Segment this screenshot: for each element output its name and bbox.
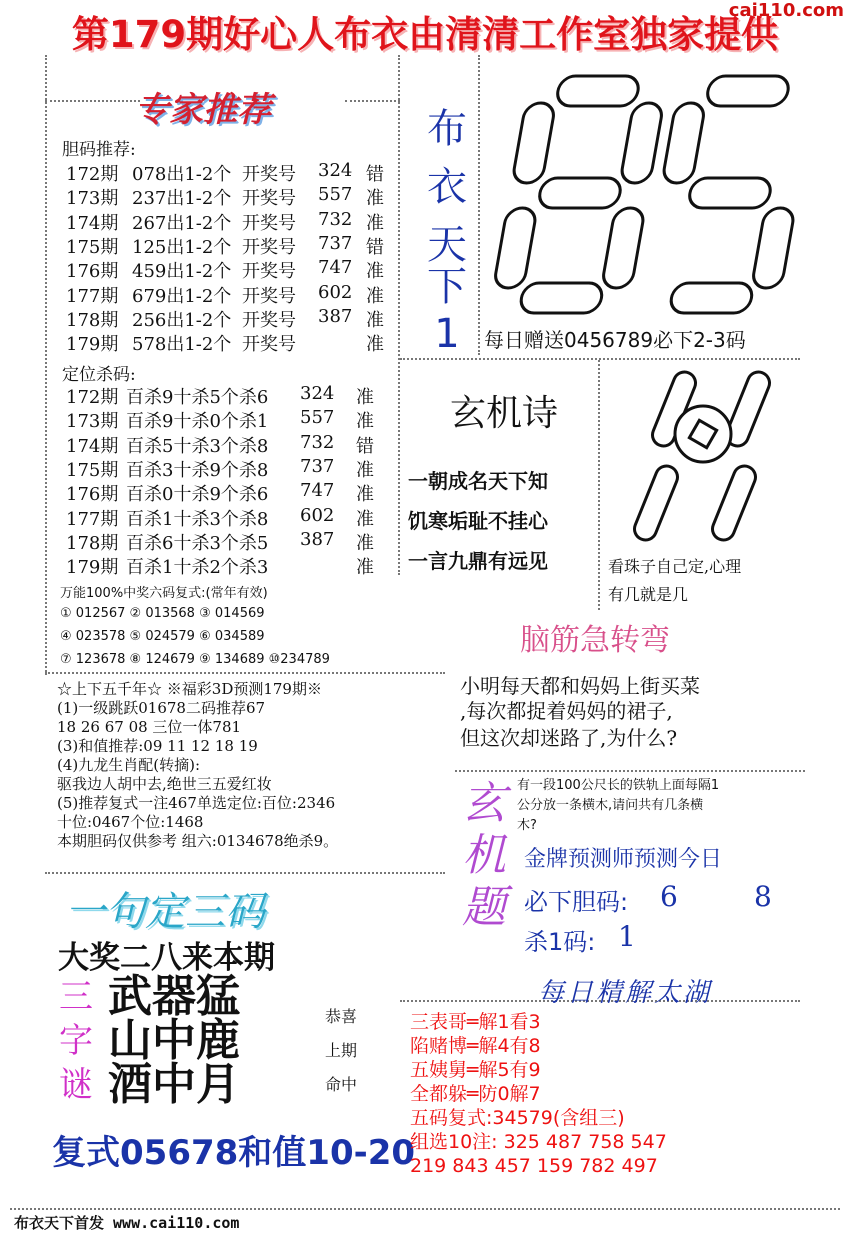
fc3d-line: 驱我边人胡中去,绝世三五爱红妆 — [57, 775, 272, 793]
taihu-lines — [410, 1010, 667, 1178]
dan-lbl: 开奖号 — [242, 334, 296, 356]
dan-res: 准 — [366, 285, 384, 307]
dan-res: 准 — [366, 334, 384, 356]
kill-issue: 174期 — [66, 435, 119, 457]
coin-caption: 看珠子自己定,心理 — [608, 557, 742, 576]
kill-issue: 178期 — [66, 532, 119, 554]
fc3d-line: ☆上下五千年☆ ※福彩3D预测179期※ — [57, 680, 322, 698]
puzzle-title-char: 玄 — [462, 778, 506, 829]
fc3d-line: 18 26 67 08 三位一体781 — [57, 718, 242, 736]
puzzle-line: 木? — [517, 818, 537, 833]
dan-res: 准 — [366, 309, 384, 331]
buyi-char: 1 — [434, 311, 460, 357]
kill-one-value: 1 — [618, 920, 636, 953]
kill-issue: 175期 — [66, 459, 119, 481]
divider — [45, 872, 445, 874]
kill-label: 定位杀码: — [62, 365, 136, 385]
taihu-title: 每日精解太湖 — [538, 978, 713, 1008]
dan-issue: 176期 — [66, 261, 119, 283]
fc3d-line: 本期胆码仅供参考 组六:0134678绝杀9。 — [57, 832, 339, 850]
divider — [598, 360, 600, 610]
taihu-line: 陷赌博═解4有8 — [410, 1035, 541, 1057]
sentence-big: 大奖二八来本期 — [58, 940, 275, 976]
fc3d-line: (3)和值推荐:09 11 12 18 19 — [57, 737, 258, 755]
taihu-group: 219 843 457 159 782 497 — [410, 1155, 658, 1177]
taihu-line: 五姨舅═解5有9 — [410, 1059, 541, 1081]
kill-pick: 百杀3十杀9个杀8 — [126, 459, 269, 481]
footer-text: 布衣天下首发 www.cai110.com — [14, 1214, 240, 1232]
kill-res: 准 — [356, 484, 374, 506]
riddle-word: 武器猛 — [108, 971, 240, 1022]
kill-num: 747 — [300, 480, 335, 502]
dan-lbl: 开奖号 — [242, 188, 296, 210]
fushi-line: 复式05678和值10-20 — [52, 1133, 416, 1173]
kill-res: 准 — [356, 459, 374, 481]
must-b: 8 — [754, 880, 772, 913]
divider — [455, 770, 805, 772]
puzzle-vertical-title — [455, 778, 513, 934]
kill-pick: 百杀1十杀2个杀3 — [126, 557, 269, 579]
kill-res: 准 — [356, 557, 374, 579]
riddle-text: 小明每天都和妈妈上街买菜 — [460, 674, 700, 698]
big-digits-85 — [482, 68, 802, 328]
dan-issue: 178期 — [66, 309, 119, 331]
kill-res: 错 — [356, 435, 374, 457]
riddle-text: 但这次却迷路了,为什么? — [460, 726, 678, 750]
taihu-line: 全都躲═防0解7 — [410, 1083, 541, 1105]
riddle-text: ,每次都捉着妈妈的裙子, — [460, 699, 673, 723]
combo-line: ④ 023578 ⑤ 024579 ⑥ 034589 — [60, 629, 265, 644]
kill-pick: 百杀9十杀5个杀6 — [126, 387, 269, 408]
dan-issue: 175期 — [66, 236, 119, 258]
left-divider — [45, 55, 47, 675]
daily-gift: 每日赠送0456789必下2-3码 — [484, 328, 746, 352]
fc3d-line: (4)九龙生肖配(转摘): — [57, 756, 201, 774]
dan-pick: 267出1-2个 — [132, 212, 232, 234]
coin-beads-graphic — [605, 362, 805, 552]
dan-res: 准 — [366, 188, 384, 210]
divider — [45, 672, 445, 674]
side-char: 字 — [59, 1021, 93, 1061]
fc3d-block — [57, 680, 338, 851]
dan-pick: 578出1-2个 — [132, 334, 232, 356]
dan-lbl: 开奖号 — [242, 236, 296, 258]
puzzle-line: 有一段100公尺长的铁轨上面每隔1 — [517, 778, 720, 793]
kill-res: 准 — [356, 532, 374, 554]
riddle-title: 脑筋急转弯 — [520, 623, 670, 658]
puzzle-title-char: 机 — [462, 830, 506, 881]
dan-lbl: 开奖号 — [242, 164, 296, 185]
kill-num: 557 — [300, 407, 335, 429]
dan-num: 732 — [318, 208, 353, 230]
combo-line: ① 012567 ② 013568 ③ 014569 — [60, 606, 265, 621]
kill-pick: 百杀9十杀0个杀1 — [126, 411, 269, 433]
dan-issue: 177期 — [66, 285, 119, 307]
dan-lbl: 开奖号 — [242, 309, 296, 331]
kill-num: 737 — [300, 455, 335, 477]
puzzle-title-char: 题 — [462, 882, 506, 933]
kill-num: 324 — [300, 383, 335, 404]
kill-res: 准 — [356, 508, 374, 530]
kill-issue: 173期 — [66, 411, 119, 433]
side-char: 谜 — [59, 1065, 93, 1105]
fc3d-line: 十位:0467个位:1468 — [57, 813, 204, 831]
dan-pick: 078出1-2个 — [132, 164, 232, 185]
expert-title: 专家推荐 — [135, 90, 271, 130]
dan-lbl: 开奖号 — [242, 261, 296, 283]
kill-pick: 百杀1十杀3个杀8 — [126, 508, 269, 530]
coin-caption: 有几就是几 — [608, 585, 689, 604]
divider — [398, 55, 400, 575]
divider — [10, 1208, 840, 1210]
kill-res: 准 — [356, 411, 374, 433]
combo-line: ⑦ 123678 ⑧ 124679 ⑨ 134689 ⑩234789 — [60, 652, 330, 667]
poem-line: 一朝成名天下知 — [408, 469, 548, 493]
must-a: 6 — [660, 880, 678, 913]
divider — [345, 100, 400, 102]
riddle-word: 山中鹿 — [108, 1015, 240, 1066]
dan-lbl: 开奖号 — [242, 212, 296, 234]
kill-num: 387 — [300, 528, 335, 550]
dan-num: 737 — [318, 232, 353, 254]
dan-pick: 237出1-2个 — [132, 188, 232, 210]
kill-num: 602 — [300, 504, 335, 526]
dan-num: 747 — [318, 257, 353, 279]
dan-res: 准 — [366, 212, 384, 234]
divider — [478, 55, 480, 355]
site-url[interactable]: cai110.com — [728, 0, 844, 21]
taihu-line: 三表哥═解1看3 — [410, 1011, 541, 1033]
riddle-word: 酒中月 — [108, 1059, 240, 1110]
dan-lbl: 开奖号 — [242, 285, 296, 307]
dan-pick: 125出1-2个 — [132, 236, 232, 258]
gold-title: 金牌预测师预测今日 — [524, 847, 723, 872]
taihu-five: 五码复式:34579(含组三) — [410, 1107, 625, 1129]
dan-issue: 172期 — [66, 164, 119, 185]
fc3d-line: (5)推荐复式一注467单选定位:百位:2346 — [57, 794, 336, 812]
riddle-words — [108, 971, 240, 1110]
dan-pick: 679出1-2个 — [132, 285, 232, 307]
divider — [45, 100, 140, 102]
dan-pick: 256出1-2个 — [132, 309, 232, 331]
must-label: 必下胆码: — [524, 888, 629, 916]
poem-line: 一言九鼎有远见 — [408, 549, 548, 573]
congrats-block — [325, 1000, 357, 1102]
dan-num: 557 — [318, 184, 353, 206]
buyi-char: 天 — [427, 222, 467, 268]
three-char-riddle-label — [55, 975, 97, 1107]
dan-issue: 173期 — [66, 188, 119, 210]
taihu-group: 组选10注: 325 487 758 547 — [410, 1131, 667, 1153]
kill-issue: 172期 — [66, 387, 119, 408]
kill-num: 732 — [300, 431, 335, 453]
dan-issue: 179期 — [66, 334, 119, 356]
kill-res: 准 — [356, 387, 374, 408]
kill-one-label: 杀1码: — [524, 928, 596, 956]
dan-res: 错 — [366, 164, 384, 185]
dan-num: 602 — [318, 281, 353, 303]
page-title: 第179期好心人布衣由清清工作室独家提供 — [71, 13, 779, 56]
buyi-char: 衣 — [427, 164, 467, 210]
kill-pick: 百杀0十杀9个杀6 — [126, 484, 269, 506]
dan-pick: 459出1-2个 — [132, 261, 232, 283]
dan-res: 错 — [366, 236, 384, 258]
fc3d-line: (1)一级跳跃01678二码推荐67 — [57, 699, 266, 717]
kill-pick: 百杀6十杀3个杀5 — [126, 532, 269, 554]
buyi-char: 下 — [427, 264, 467, 310]
sentence-title: 一句定三码 — [65, 889, 265, 935]
digit-5 — [639, 76, 802, 313]
buyi-char: 布 — [427, 106, 467, 152]
congrats-line: 恭喜 — [325, 1007, 358, 1026]
congrats-line: 上期 — [325, 1041, 358, 1060]
dan-num: 387 — [318, 305, 353, 327]
puzzle-question — [517, 776, 719, 836]
puzzle-line: 公分放一条横木,请问共有几条横 — [517, 798, 704, 813]
congrats-line: 命中 — [325, 1075, 358, 1094]
side-char: 三 — [59, 977, 93, 1017]
digit-8 — [489, 76, 669, 313]
dan-issue: 174期 — [66, 212, 119, 234]
kill-pick: 百杀5十杀3个杀8 — [126, 435, 269, 457]
dan-num: 324 — [318, 160, 353, 181]
poem-line: 饥寒垢耻不挂心 — [408, 509, 548, 533]
dan-res: 准 — [366, 261, 384, 283]
kill-issue: 176期 — [66, 484, 119, 506]
poem-title: 玄机诗 — [450, 393, 559, 434]
dan-label: 胆码推荐: — [62, 140, 136, 160]
kill-issue: 177期 — [66, 508, 119, 530]
combo-title: 万能100%中奖六码复式:(常年有效) — [60, 586, 268, 601]
kill-issue: 179期 — [66, 557, 119, 579]
